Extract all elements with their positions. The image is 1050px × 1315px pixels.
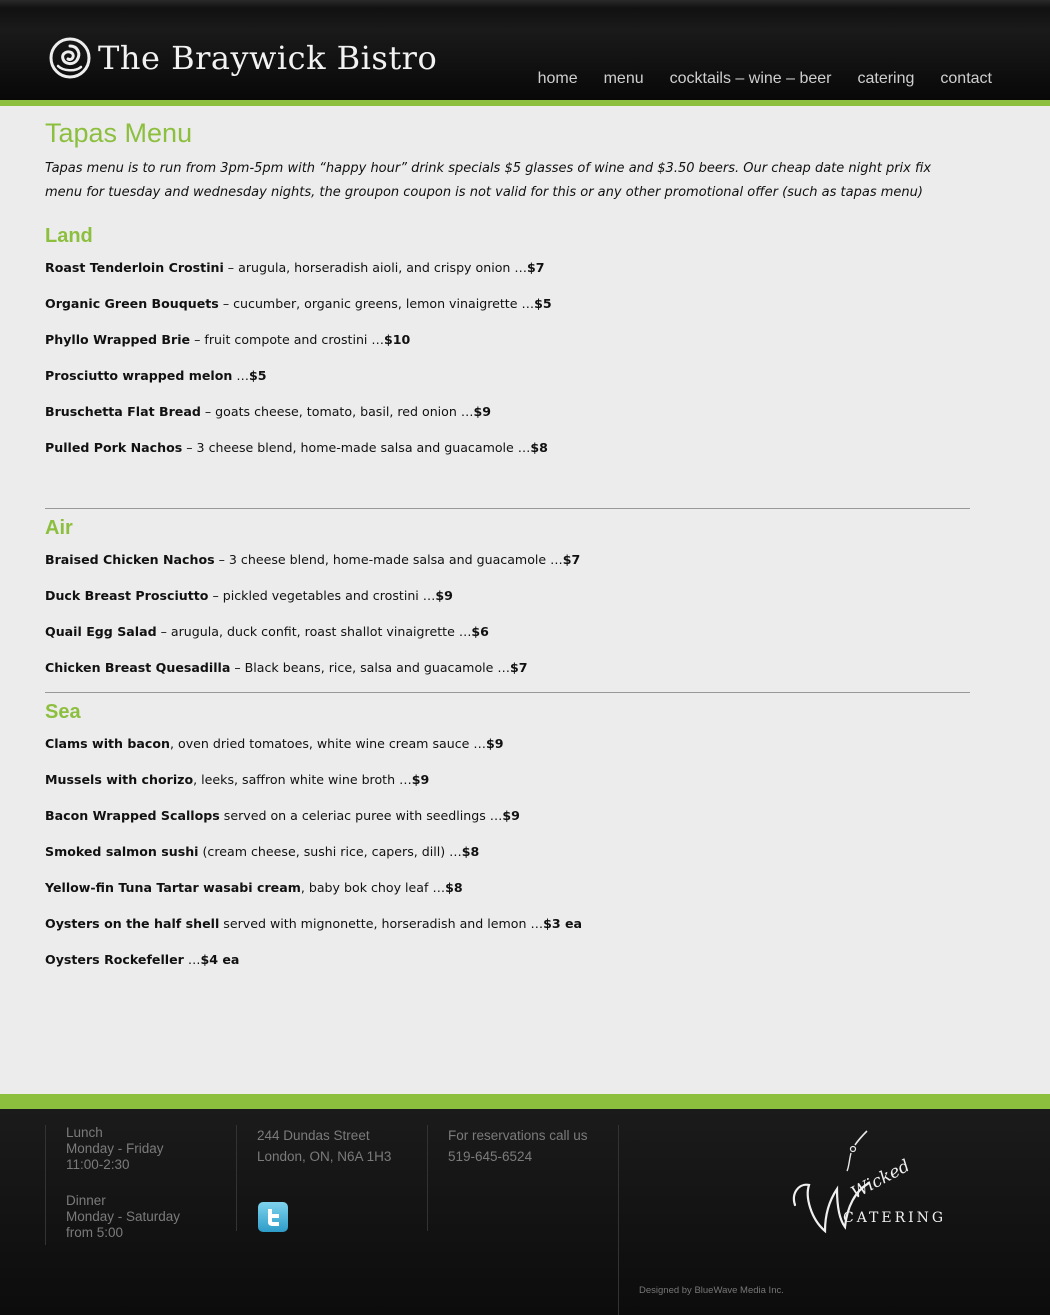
- menu-list-land: [45, 258, 970, 474]
- site-name: The Braywick Bistro: [98, 39, 438, 77]
- item-desc: – Black beans, rice, salsa and guacamole …: [230, 660, 510, 675]
- item-price: $9: [435, 588, 453, 603]
- footer-divider: [618, 1125, 620, 1315]
- item-desc: – arugula, horseradish aioli, and crispy onion …: [223, 260, 527, 275]
- item-name: Phyllo Wrapped Brie: [45, 332, 191, 347]
- item-price: $8: [445, 880, 463, 895]
- item-desc: served on a celeriac puree with seedlings …: [219, 808, 503, 823]
- menu-item: [45, 878, 970, 914]
- item-desc: – arugula, duck confit, roast shallot vinaigrette …: [156, 624, 472, 639]
- menu-item: [45, 586, 970, 622]
- item-name: Organic Green Bouquets: [45, 296, 219, 311]
- menu-item: [45, 734, 970, 770]
- menu-item: [45, 914, 970, 950]
- partner-script: Wicked: [847, 1155, 914, 1204]
- menu-item: [45, 366, 970, 402]
- main-content: [45, 118, 970, 986]
- item-name: Oysters on the half shell: [45, 916, 220, 931]
- menu-item: [45, 402, 970, 438]
- item-name: Yellow-fin Tuna Tartar wasabi cream: [45, 880, 301, 895]
- item-price: $9: [411, 772, 430, 787]
- item-desc: , baby bok choy leaf …: [300, 880, 446, 895]
- section-title-land: Land: [45, 225, 93, 247]
- menu-item: [45, 438, 970, 474]
- item-price: $5: [534, 296, 552, 311]
- item-desc: (cream cheese, sushi rice, capers, dill) …: [198, 844, 462, 859]
- item-name: Smoked salmon sushi: [45, 844, 199, 859]
- lunch-label: Lunch: [66, 1125, 103, 1140]
- menu-list-sea: [45, 734, 970, 986]
- site-logo[interactable]: [48, 34, 437, 82]
- nav-contact[interactable]: contact: [940, 70, 992, 87]
- menu-item: [45, 550, 970, 586]
- menu-item: [45, 258, 970, 294]
- item-name: Oysters Rockefeller: [45, 952, 184, 967]
- nav-menu[interactable]: menu: [603, 70, 644, 87]
- address-line2: London, ON, N6A 1H3: [257, 1149, 392, 1164]
- nav-home[interactable]: home: [537, 70, 578, 87]
- item-desc: – pickled vegetables and crostini …: [208, 588, 436, 603]
- menu-item: [45, 658, 970, 694]
- item-name: Chicken Breast Quesadilla: [45, 660, 231, 675]
- dinner-label: Dinner: [66, 1193, 106, 1208]
- item-price: $4 ea: [200, 952, 240, 967]
- menu-item: [45, 842, 970, 878]
- wicked-catering-logo[interactable]: [785, 1127, 955, 1237]
- item-price: $9: [485, 736, 504, 751]
- designer-credit[interactable]: Designed by BlueWave Media Inc.: [639, 1285, 784, 1296]
- intro-text: Tapas menu is to run from 3pm-5pm with “happy hour” drink specials $5 glasses of wine and $3.50 beers. Our cheap date night prix fix menu for tuesday and wednesday nights, the groupon coupon is not valid for this or any other promotional offer (such as tapas menu): [45, 161, 932, 200]
- item-desc: – goats cheese, tomato, basil, red onion …: [200, 404, 474, 419]
- footer-accent-bar: [0, 1094, 1050, 1109]
- item-price: $10: [384, 332, 411, 347]
- item-name: Duck Breast Prosciutto: [45, 588, 209, 603]
- page-title: Tapas Menu: [45, 118, 193, 148]
- main-nav: [538, 70, 992, 88]
- lunch-time: 11:00-2:30: [66, 1157, 130, 1172]
- section-divider: [45, 508, 970, 509]
- reservations-label: For reservations call us: [448, 1128, 588, 1143]
- item-name: Pulled Pork Nachos: [45, 440, 183, 455]
- lunch-days: Monday - Friday: [66, 1141, 164, 1156]
- item-desc: – fruit compote and crostini …: [190, 332, 385, 347]
- item-desc: , oven dried tomatoes, white wine cream sauce …: [169, 736, 486, 751]
- item-desc: …: [232, 368, 249, 383]
- item-price: $7: [527, 260, 545, 275]
- nav-cocktails-wine-beer[interactable]: cocktails – wine – beer: [669, 70, 832, 87]
- nav-catering[interactable]: catering: [857, 70, 915, 87]
- section-title-sea: Sea: [45, 701, 81, 723]
- item-desc: served with mignonette, horseradish and lemon …: [219, 916, 544, 931]
- item-price: $6: [471, 624, 489, 639]
- item-price: $9: [502, 808, 520, 823]
- item-price: $7: [562, 552, 581, 567]
- menu-item: [45, 806, 970, 842]
- rose-icon: [48, 36, 92, 80]
- item-desc: – cucumber, organic greens, lemon vinaigrette …: [218, 296, 535, 311]
- item-price: $3 ea: [543, 916, 583, 931]
- item-price: $8: [530, 440, 548, 455]
- partner-word: CATERING: [843, 1210, 947, 1226]
- menu-item: [45, 770, 970, 806]
- item-name: Bruschetta Flat Bread: [45, 404, 201, 419]
- item-name: Quail Egg Salad: [45, 624, 157, 639]
- item-price: $8: [461, 844, 480, 859]
- item-price: $7: [510, 660, 528, 675]
- item-name: Clams with bacon: [45, 736, 170, 751]
- site-header: [0, 0, 1050, 100]
- section-title-air: Air: [45, 517, 73, 539]
- site-footer: [0, 1109, 1050, 1315]
- address-line1: 244 Dundas Street: [257, 1128, 370, 1143]
- reservations-phone[interactable]: 519-645-6524: [448, 1149, 533, 1164]
- dinner-days: Monday - Saturday: [66, 1209, 181, 1224]
- menu-list-air: [45, 550, 970, 694]
- section-divider: [45, 692, 970, 693]
- menu-item: [45, 330, 970, 366]
- item-name: Bacon Wrapped Scallops: [45, 808, 220, 823]
- footer-reservations: [427, 1125, 618, 1231]
- dinner-time: from 5:00: [66, 1225, 124, 1240]
- menu-item: [45, 622, 970, 658]
- item-desc: – 3 cheese blend, home-made salsa and guacamole …: [182, 440, 531, 455]
- header-accent-bar: [0, 100, 1050, 106]
- item-desc: , leeks, saffron white wine broth …: [193, 772, 412, 787]
- menu-item: [45, 950, 970, 986]
- item-name: Roast Tenderloin Crostini: [45, 260, 224, 275]
- twitter-icon[interactable]: [258, 1202, 288, 1232]
- item-name: Prosciutto wrapped melon: [45, 368, 233, 383]
- item-desc: – 3 cheese blend, home-made salsa and guacamole …: [214, 552, 563, 567]
- menu-item: [45, 294, 970, 330]
- item-name: Mussels with chorizo: [45, 772, 194, 787]
- item-desc: …: [183, 952, 201, 967]
- item-price: $5: [248, 368, 267, 383]
- item-name: Braised Chicken Nachos: [45, 552, 215, 567]
- item-price: $9: [473, 404, 492, 419]
- footer-hours: [45, 1125, 236, 1245]
